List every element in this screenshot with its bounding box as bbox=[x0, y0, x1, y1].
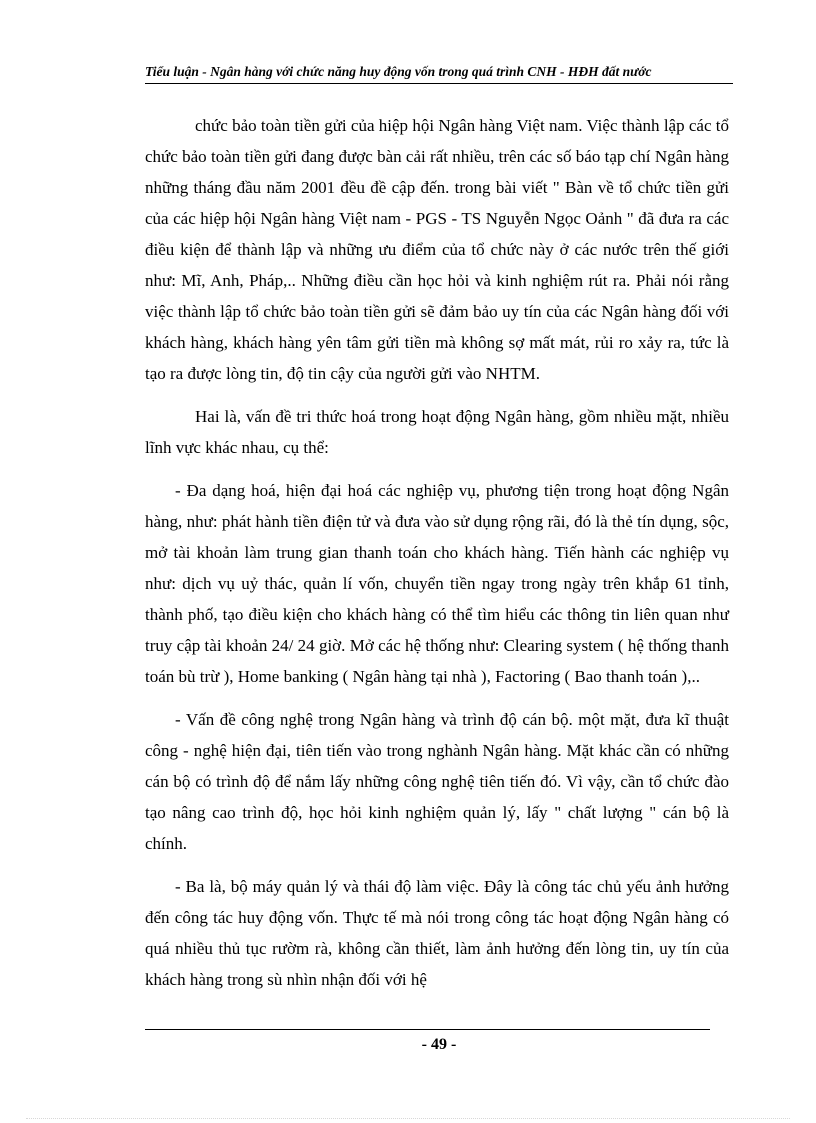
footer-divider bbox=[145, 1029, 710, 1030]
header-divider bbox=[145, 83, 733, 84]
page-header-title: Tiểu luận - Ngân hàng với chức năng huy động vốn trong quá trình CNH - HĐH đất nước bbox=[145, 64, 652, 79]
page-bottom-border bbox=[26, 1118, 790, 1119]
page-number: - 49 - bbox=[421, 1036, 457, 1053]
document-body bbox=[145, 110, 729, 995]
paragraph-deposit-insurance: chức bảo toàn tiền gửi của hiệp hội Ngân hàng Việt nam. Việc thành lập các tổ chức bảo toàn tiền gửi đang được bàn cải rất nhiều, trên các số báo tạp chí Ngân hàng những tháng đầu năm 2001 đều đề cập đến. trong bài viết " Bàn về tổ chức tiền gửi của các hiệp hội Ngân hàng Việt nam - PGS - TS Nguyễn Ngọc Oảnh " đã đưa ra các điều kiện để thành lập và những ưu điểm của tổ chức này ở các nước trên thế giới như: Mĩ, Anh, Pháp,.. Những điều cần học hỏi và kinh nghiệm rút ra. Phải nói rằng việc thành lập tổ chức bảo toàn tiền gửi sẽ đảm bảo uy tín của các Ngân hàng đối với khách hàng, khách hàng yên tâm gửi tiền mà không sợ mất mát, rủi ro xảy ra, tức là tạo ra được lòng tin, độ tin cậy của người gửi vào NHTM. bbox=[145, 116, 729, 383]
bullet-management: - Ba là, bộ máy quản lý và thái độ làm việc. Đây là công tác chủ yếu ảnh hưởng đến công tác huy động vốn. Thực tế mà nói trong công tác hoạt động Ngân hàng có quá nhiều thủ tục rườm rà, không cần thiết, làm ảnh hưởng đến lòng tin, uy tín của khách hàng trong sù nhìn nhận đối với hệ bbox=[145, 877, 729, 989]
paragraph-knowledge-intro: Hai là, vấn đề tri thức hoá trong hoạt động Ngân hàng, gồm nhiều mặt, nhiều lĩnh vực khác nhau, cụ thể: bbox=[145, 407, 729, 457]
bullet-technology: - Vấn đề công nghệ trong Ngân hàng và trình độ cán bộ. một mặt, đưa kĩ thuật công - nghệ hiện đại, tiên tiến vào trong nghành Ngân hàng. Mặt khác cần có những cán bộ có trình độ để nắm lấy những công nghệ tiên tiến đó. Vì vậy, cần tổ chức đào tạo nâng cao trình độ, học hỏi kinh nghiệm quản lý, lấy " chất lượng " cán bộ là chính. bbox=[145, 710, 729, 853]
bullet-diversification: - Đa dạng hoá, hiện đại hoá các nghiệp vụ, phương tiện trong hoạt động Ngân hàng, như: phát hành tiền điện tử và đưa vào sử dụng rộng rãi, đó là thẻ tín dụng, sộc, mở tài khoản làm trung gian thanh toán cho khách hàng. Tiến hành các nghiệp vụ như: dịch vụ uỷ thác, quản lí vốn, chuyển tiền ngay trong ngày trên khắp 61 tỉnh, thành phố, tạo điều kiện cho khách hàng có thể tìm hiểu các thông tin liên quan như truy cập tài khoản 24/ 24 giờ. Mở các hệ thống như: Clearing system ( hệ thống thanh toán bù trừ ), Home banking ( Ngân hàng tại nhà ), Factoring ( Bao thanh toán ),.. bbox=[145, 481, 729, 686]
